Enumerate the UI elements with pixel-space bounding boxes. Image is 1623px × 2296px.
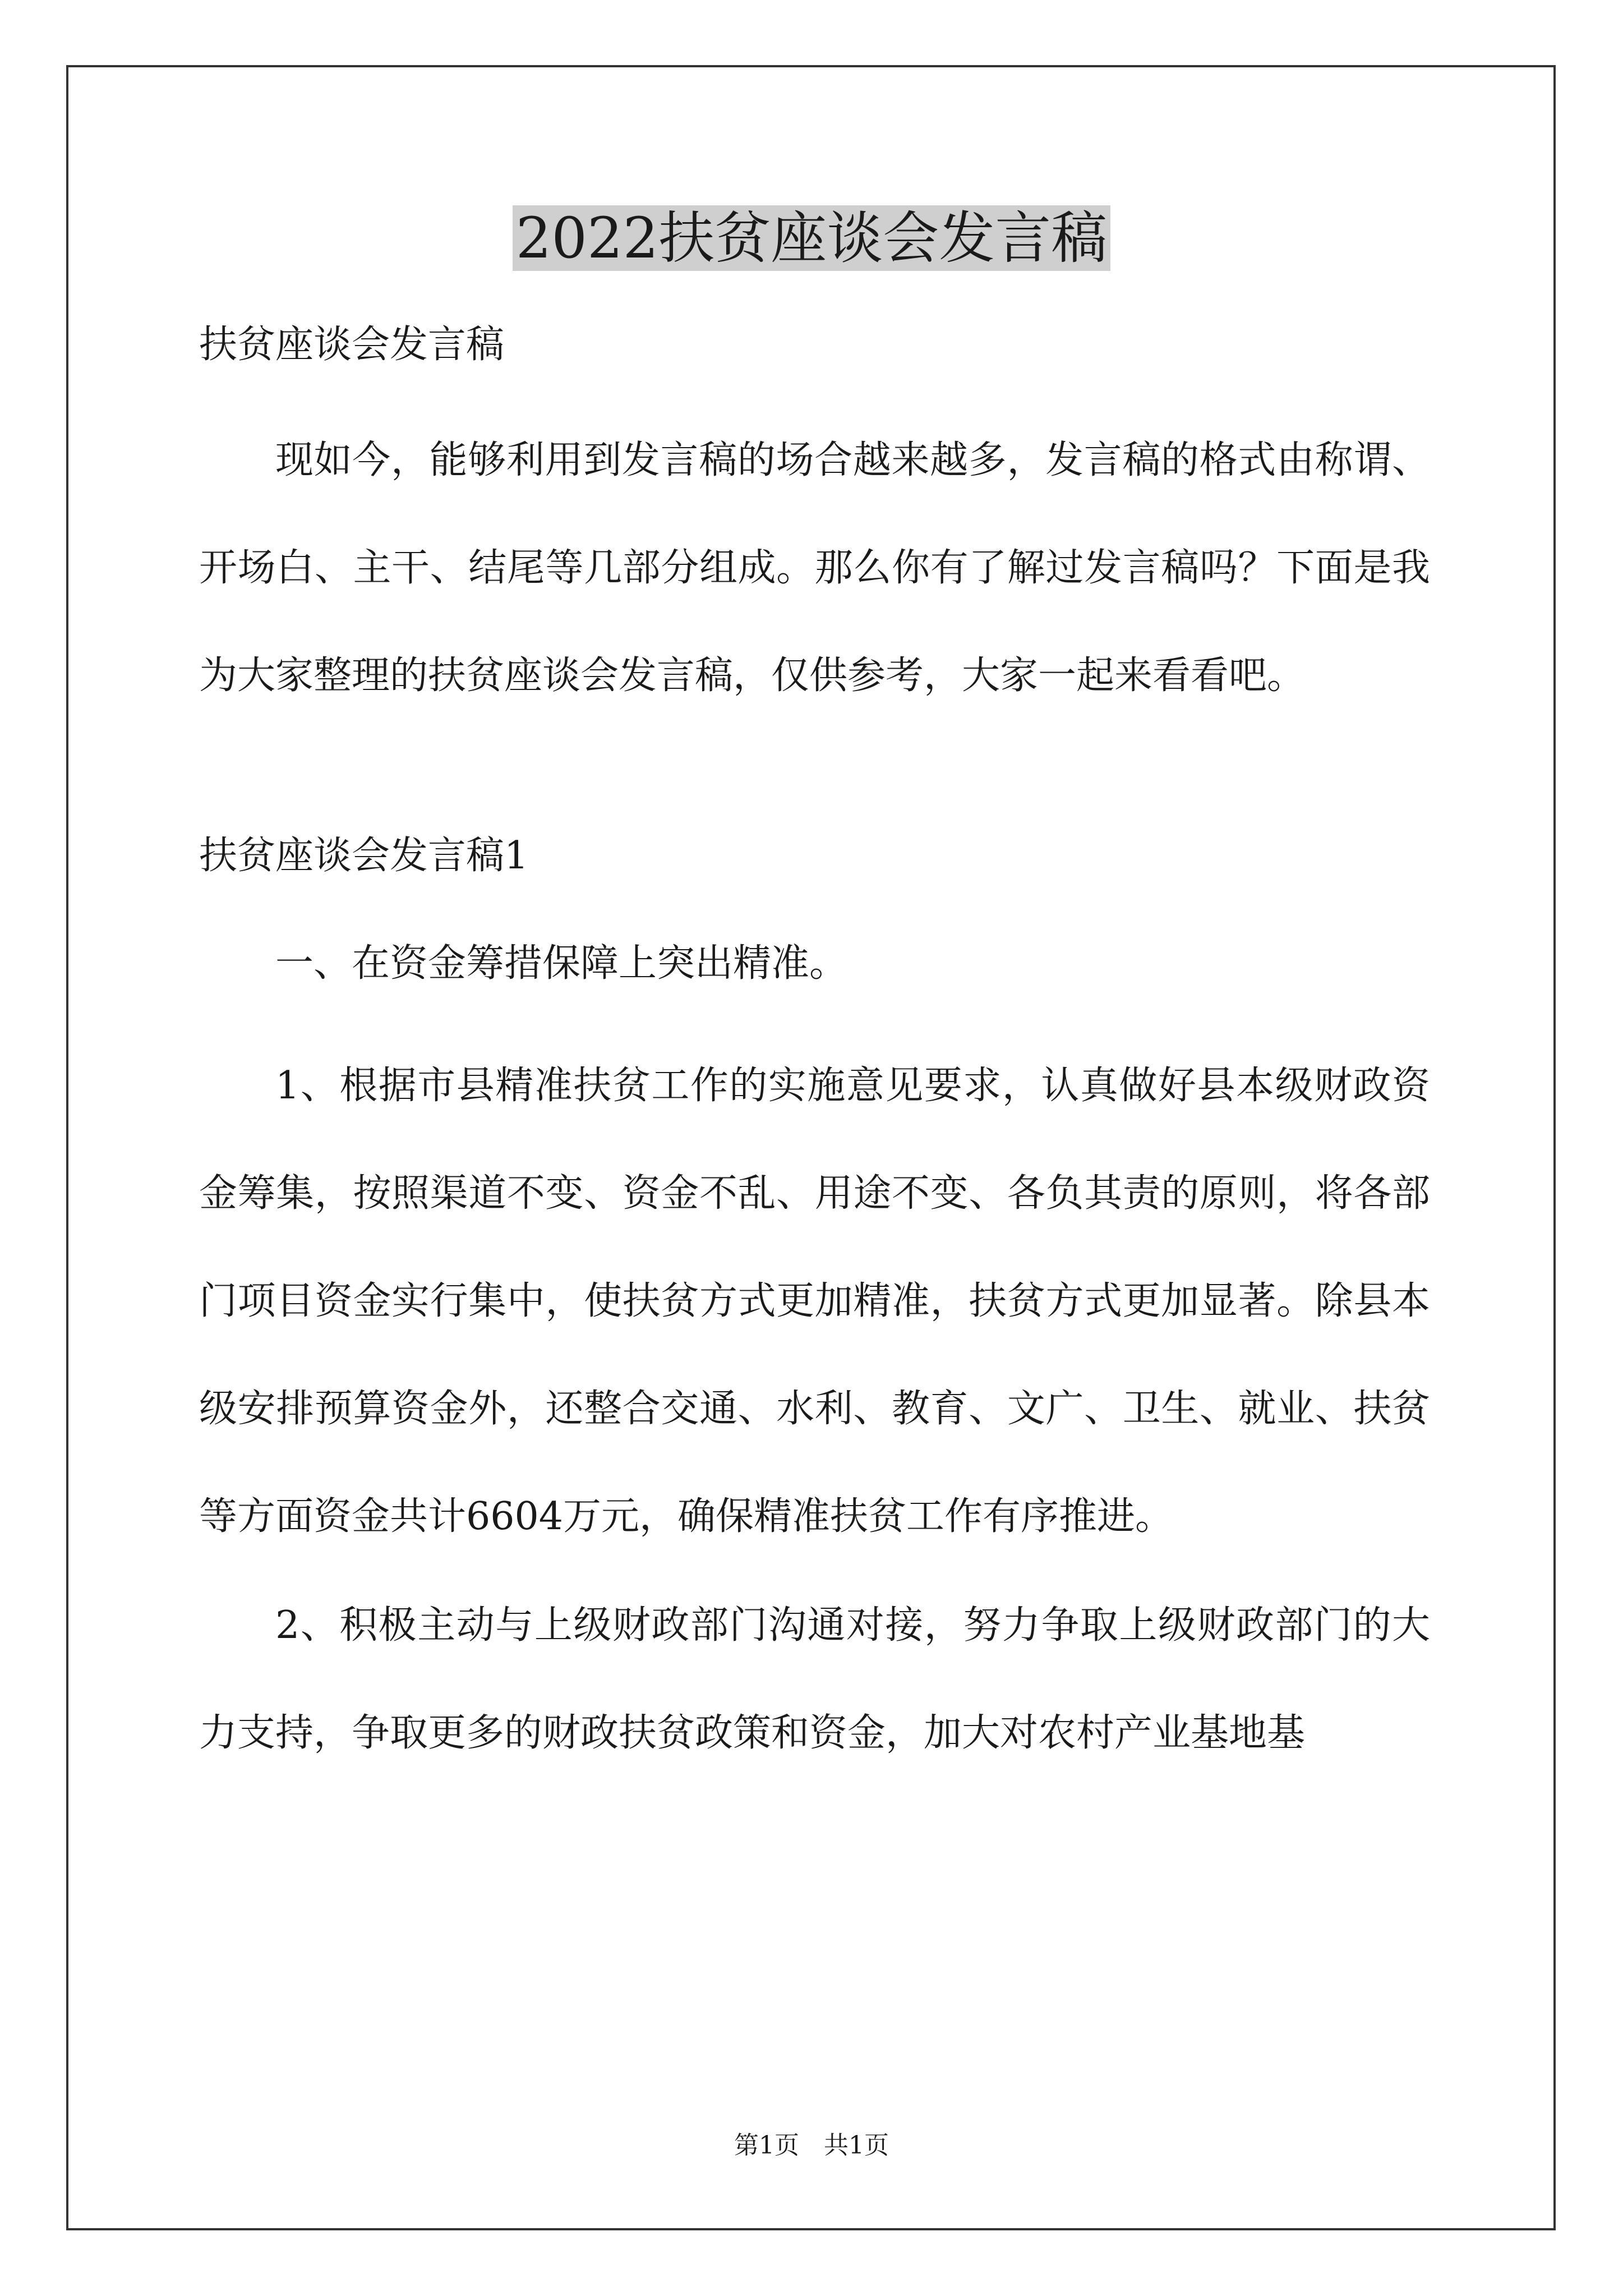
intro-paragraph: 现如今，能够利用到发言稿的场合越来越多，发言稿的格式由称谓、开场白、主干、结尾等几部分组成。那么你有了解过发言稿吗？下面是我为大家整理的扶贫座谈会发言稿，仅供参考，大家一起来看看吧。 <box>199 438 1430 698</box>
document-body <box>199 306 1430 1787</box>
item-2-paragraph: 2、积极主动与上级财政部门沟通对接，努力争取上级财政部门的大力支持，争取更多的财政扶贫政策和资金，加大对农村产业基地基 <box>199 1603 1430 1755</box>
point-one: 一、在资金筹措保障上突出精准。 <box>275 941 848 986</box>
item-1-paragraph: 1、根据市县精准扶贫工作的实施意见要求，认真做好县本级财政资金筹集，按照渠道不变、资金不乱、用途不变、各负其责的原则，将各部门项目资金实行集中，使扶贫方式更加精准，扶贫方式更加显著。除县本级安排预算资金外，还整合交通、水利、教育、文广、卫生、就业、扶贫等方面资金共计6604万元，确保精准扶贫工作有序推进。 <box>199 1064 1430 1539</box>
spacer <box>199 730 1430 817</box>
page-number-footer: 第1页 共1页 <box>734 2131 889 2160</box>
section-heading: 扶贫座谈会发言稿1 <box>199 834 529 878</box>
document-subtitle: 扶贫座谈会发言稿 <box>199 323 505 367</box>
document-title-text: 2022扶贫座谈会发言稿 <box>513 205 1111 271</box>
document-title <box>0 199 1623 278</box>
